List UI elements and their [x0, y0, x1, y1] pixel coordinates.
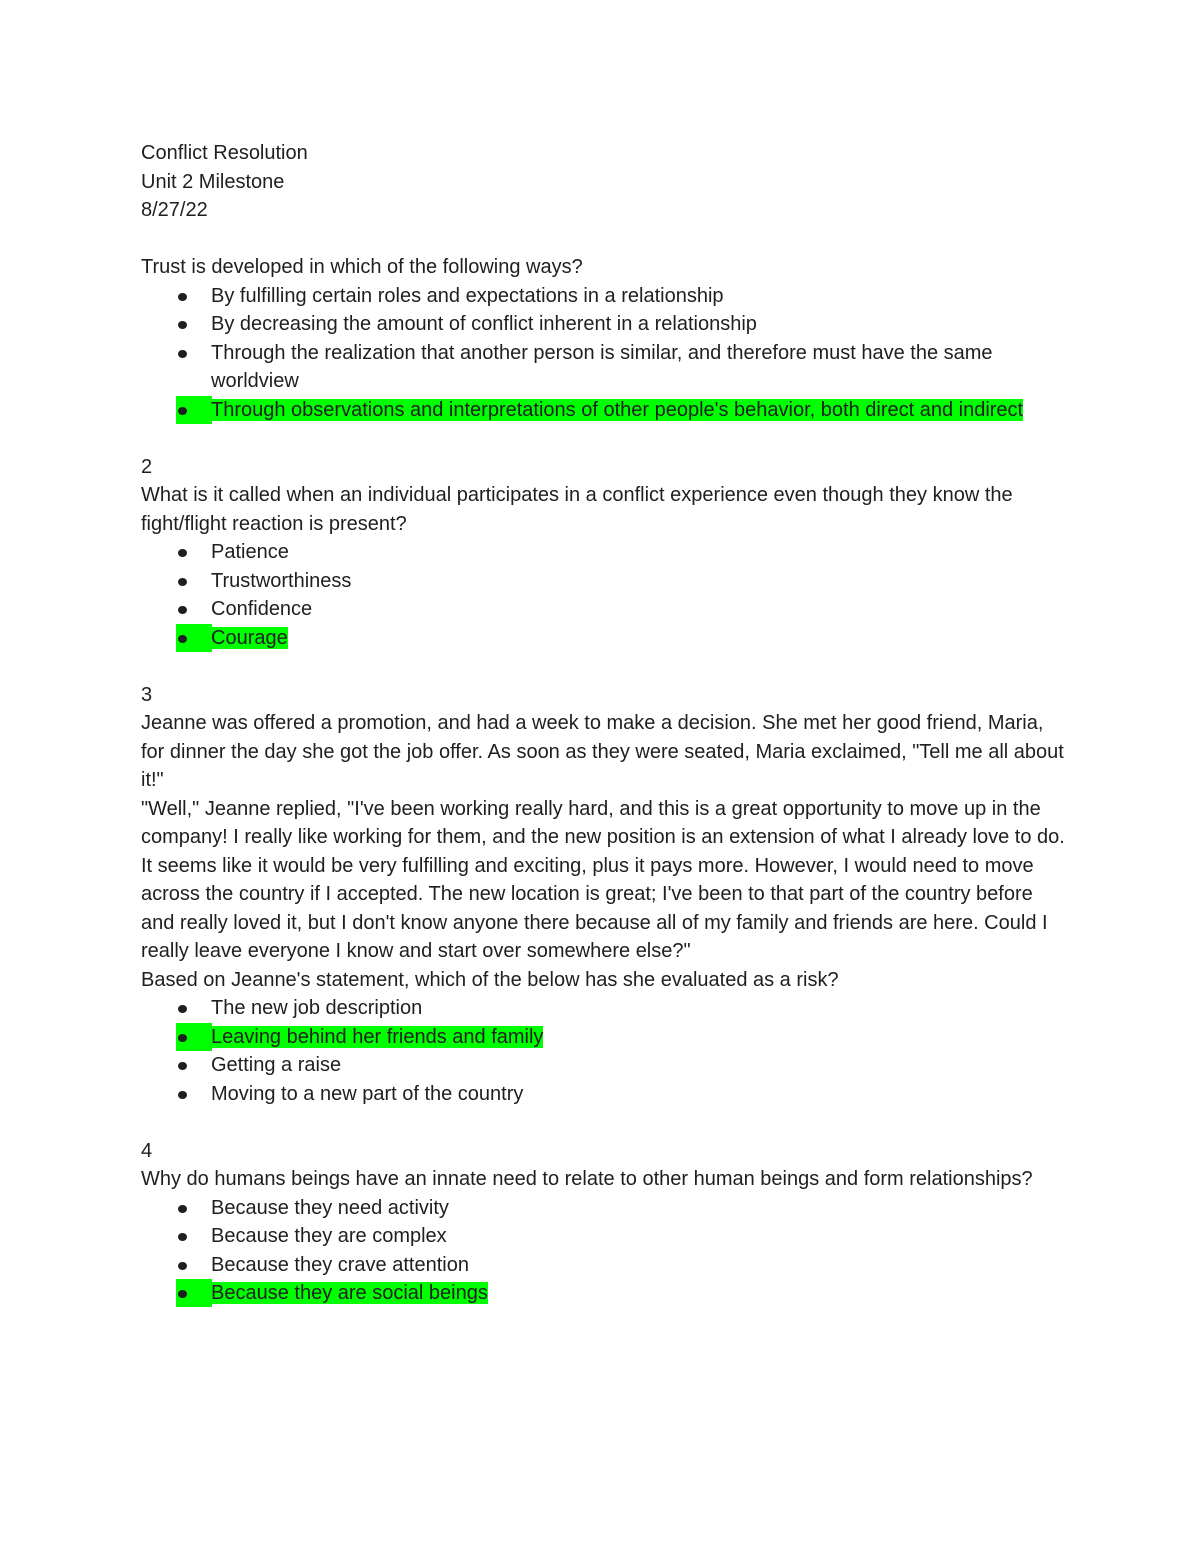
answer-text: Patience [211, 541, 289, 563]
bullet-icon [178, 1262, 187, 1270]
bullet-icon [178, 606, 187, 614]
question-block [141, 253, 1071, 424]
question-number: 2 [141, 455, 153, 478]
document-page [141, 139, 1071, 1308]
answer-option [141, 538, 1071, 567]
bullet-icon [178, 1062, 187, 1070]
highlighted-answer-text: Courage [211, 626, 288, 649]
question-text: What is it called when an individual participates in a conflict experience even though they know the fight/flight reaction is present? [141, 484, 1013, 535]
question-text: Jeanne was offered a promotion, and had a week to make a decision. She met her good friend, Maria, for dinner the day she got the job offer. As soon as they were seated, Maria exclaimed, "Tell me all about it!" [141, 712, 1064, 791]
document-date: 8/27/22 [141, 199, 208, 221]
answer-option-correct [141, 1279, 1071, 1308]
answer-option [141, 595, 1071, 624]
answer-text: By fulfilling certain roles and expectations in a relationship [211, 284, 724, 307]
answer-option [141, 339, 1071, 396]
highlighted-answer-text: Through observations and interpretations of other people's behavior, both direct and indirect [211, 398, 1024, 421]
spacer [141, 652, 1071, 681]
answer-option-correct [141, 624, 1071, 653]
spacer [141, 225, 1071, 254]
answer-text: Confidence [211, 598, 313, 620]
bullet-icon [178, 1233, 187, 1241]
bullet-icon [178, 1034, 187, 1042]
bullet-icon [178, 578, 187, 586]
bullet-icon [178, 293, 187, 301]
answer-option [141, 567, 1071, 596]
answer-option [141, 1222, 1071, 1251]
answer-text: The new job description [211, 997, 423, 1019]
bullet-icon [178, 1205, 187, 1213]
question-text: Why do humans beings have an innate need to relate to other human beings and form relationships? [141, 1168, 1033, 1190]
unit-title: Unit 2 Milestone [141, 170, 285, 193]
question-block [141, 1108, 1071, 1308]
answer-text: By decreasing the amount of conflict inherent in a relationship [211, 313, 757, 335]
answer-option [141, 1251, 1071, 1280]
bullet-icon [178, 549, 187, 557]
question-text: Trust is developed in which of the following ways? [141, 256, 583, 278]
answer-option [141, 310, 1071, 339]
bullet-icon [178, 635, 187, 643]
answer-text: Because they need activity [211, 1196, 449, 1219]
answer-text: Moving to a new part of the country [211, 1082, 524, 1105]
answer-option [141, 1080, 1071, 1109]
answer-text: Through the realization that another person is similar, and therefore must have the same worldview [211, 341, 993, 392]
question-text: "Well," Jeanne replied, "I've been working really hard, and this is a great opportunity to move up in the company! I really like working for them, and the new position is an extension of what I already love to do. It seems like it would be very fulfilling and exciting, plus it pays more. However, I would need to move across the country if I accepted. The new location is great; I've been to that part of the country before and really loved it, but I don't know anyone there because all of my family and friends are here. Could I really leave everyone I know and start over somewhere else?" [141, 797, 1065, 962]
course-title: Conflict Resolution [141, 142, 308, 164]
bullet-icon [178, 1005, 187, 1013]
answer-options [141, 994, 1071, 1108]
bullet-icon [178, 1290, 187, 1298]
answer-options [141, 1194, 1071, 1308]
answer-option [141, 994, 1071, 1023]
answer-option-correct [141, 396, 1071, 425]
question-number: 3 [141, 683, 153, 706]
answer-options [141, 282, 1071, 425]
answer-text: Because they are complex [211, 1225, 447, 1247]
question-list [141, 253, 1071, 1308]
answer-option [141, 1194, 1071, 1223]
bullet-icon [178, 321, 187, 329]
bullet-icon [178, 350, 187, 358]
question-number: 4 [141, 1139, 153, 1162]
answer-text: Trustworthiness [211, 569, 352, 592]
answer-option [141, 282, 1071, 311]
answer-options [141, 538, 1071, 652]
question-text: Based on Jeanne's statement, which of the below has she evaluated as a risk? [141, 968, 839, 991]
bullet-icon [178, 407, 187, 415]
bullet-icon [178, 1091, 187, 1099]
spacer [141, 424, 1071, 453]
answer-text: Because they crave attention [211, 1253, 469, 1276]
question-block [141, 424, 1071, 652]
answer-option-correct [141, 1023, 1071, 1052]
answer-option [141, 1051, 1071, 1080]
spacer [141, 1108, 1071, 1137]
question-block [141, 652, 1071, 1108]
answer-text: Getting a raise [211, 1054, 342, 1076]
highlighted-answer-text: Leaving behind her friends and family [211, 1025, 544, 1048]
highlighted-answer-text: Because they are social beings [211, 1282, 488, 1304]
